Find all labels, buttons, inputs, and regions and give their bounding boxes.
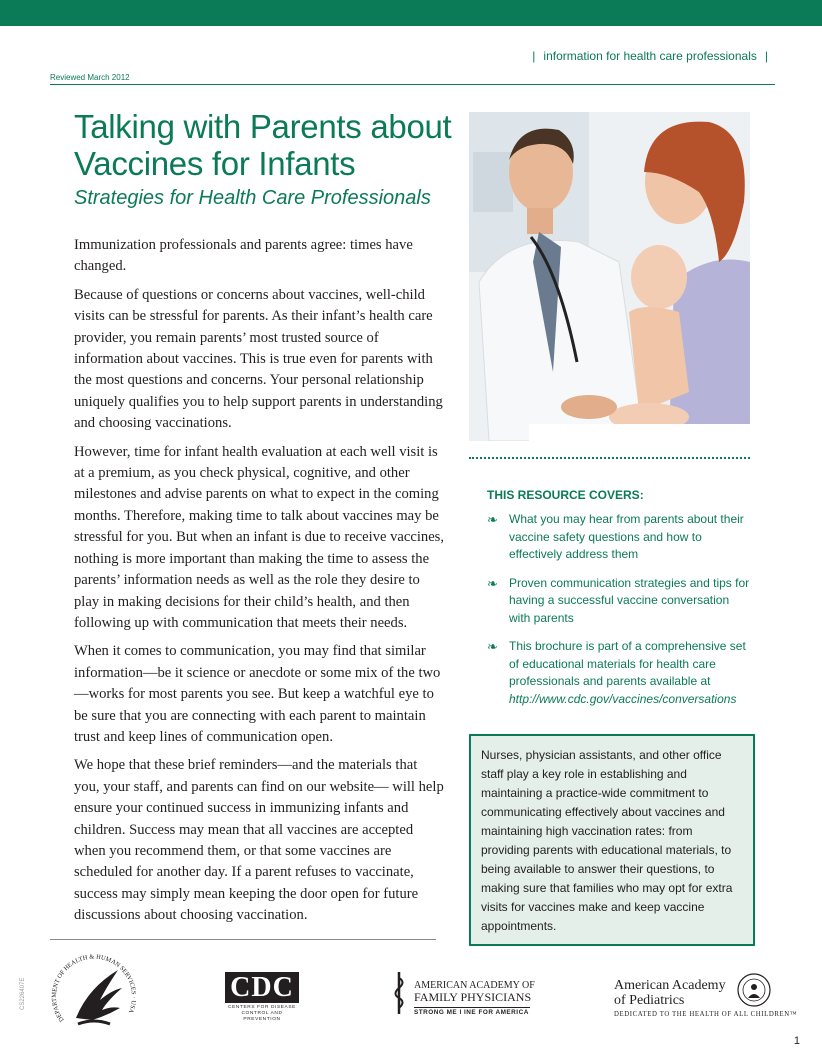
list-item bbox=[487, 638, 752, 708]
list-item-text: Proven communication strategies and tips for having a successful vaccine conversation with parents bbox=[509, 575, 750, 625]
section-divider bbox=[469, 457, 750, 459]
cdc-subtitle-1: CENTERS FOR DISEASE bbox=[228, 1005, 296, 1010]
audience-tag-text: information for health care professionals bbox=[543, 49, 757, 63]
aap-logo bbox=[614, 972, 798, 1020]
doctor-parent-infant-photo bbox=[469, 112, 750, 441]
leaf-bullet-icon: ❧ bbox=[487, 575, 498, 591]
cdc-wordmark: CDC bbox=[225, 972, 299, 1003]
covers-list bbox=[487, 511, 752, 719]
publication-code: CS226407E bbox=[20, 977, 26, 1010]
body-paragraph: However, time for infant health evaluation at each well visit is at a premium, as you check physical, cognitive, and other milestones and advise parents on what to expect in the coming months. Therefore, making time to talk about vaccines may be stressful for you. But when an infant is due to receive vaccines, nothing is more important than making the time to assess the parents’ information needs as well as the role they desire to play in making decisions for their child’s health, and then following up with communication that meets their needs. bbox=[74, 443, 445, 631]
hhs-logo bbox=[48, 948, 140, 1040]
leaf-bullet-icon: ❧ bbox=[487, 639, 498, 654]
body-paragraph: Because of questions or concerns about vaccines, well-child visits can be stressful for parents. As their infant’s health care provider, you remain parents’ most trusted source of information about vaccines. This is true even for parents with the most questions and concerns. Your personal relationship uniquely qualifies you to help support parents in understanding and choosing vaccinations. bbox=[74, 286, 443, 432]
aafp-tagline: STRONG ME I INE FOR AMERICA bbox=[414, 1009, 529, 1016]
page-title: Talking with Parents about Vaccines for Infants bbox=[74, 108, 452, 182]
cdc-logo bbox=[225, 972, 299, 1022]
page-subtitle: Strategies for Health Care Professionals bbox=[74, 187, 431, 209]
header-rule bbox=[50, 84, 775, 85]
list-item bbox=[487, 575, 752, 628]
leaf-bullet-icon: ❧ bbox=[487, 512, 498, 527]
body-paragraph: When it comes to communication, you may find that similar information—be it science or anecdote or some mix of the two—works for most parents you see. But keep a watchful eye to be sure that you are connecting with each parent to maintain trust and keep lines of communication open. bbox=[74, 643, 441, 745]
covers-heading: THIS RESOURCE COVERS: bbox=[487, 488, 644, 502]
resource-link[interactable]: http://www.cdc.gov/vaccines/conversations bbox=[509, 691, 737, 706]
aap-name-line2: of Pediatrics bbox=[614, 993, 685, 1008]
body-paragraph: We hope that these brief reminders—and the materials that you, your staff, and parents can find on our website— will help ensure your continued success in immunizing infants and children. Success may mean that all vaccines are accepted when you recommend them, or that some vaccines are scheduled for another day. If a parent refuses to vaccinate, success may simply mean keeping the door open for future discussions about choosing vaccination. bbox=[74, 757, 444, 924]
aafp-logo bbox=[390, 970, 540, 1018]
photo-illustration bbox=[469, 112, 750, 441]
body-copy bbox=[74, 235, 444, 934]
body-paragraph: Immunization professionals and parents agree: times have changed. bbox=[74, 237, 413, 275]
list-item-text: This brochure is part of a comprehensive set of educational materials for health care professionals and parents available at bbox=[509, 639, 746, 688]
audience-tag bbox=[524, 49, 776, 63]
aap-tagline: DEDICATED TO THE HEALTH OF ALL CHILDREN™ bbox=[614, 1011, 798, 1018]
divider: | bbox=[532, 49, 536, 63]
caduceus-icon bbox=[390, 970, 408, 1016]
page-number: 1 bbox=[793, 1035, 800, 1047]
list-item bbox=[487, 511, 752, 564]
footer-rule bbox=[50, 939, 436, 940]
hhs-eagle-icon bbox=[48, 948, 140, 1040]
aafp-name-line2: FAMILY PHYSICIANS bbox=[414, 990, 532, 1004]
hhs-seal-text: DEPARTMENT OF HEALTH & HUMAN SERVICES · USA bbox=[50, 953, 138, 1023]
staff-callout-box: Nurses, physician assistants, and other office staff play a key role in establishing and maintaining a practice-wide commitment to communicating effectively about vaccines and maintaining high vaccination rates: from providing parents with educational materials, to being available to answer their questions, to making sure that families who may opt for extra visits for vaccines make and keep vaccine appointments. bbox=[469, 734, 755, 946]
cdc-subtitle-2: CONTROL AND PREVENTION bbox=[241, 1011, 283, 1022]
aap-name-line1: American Academy bbox=[614, 978, 726, 993]
divider: | bbox=[764, 49, 768, 63]
list-item-text: What you may hear from parents about their vaccine safety questions and how to effectively address them bbox=[509, 512, 744, 561]
top-color-bar bbox=[0, 0, 822, 26]
reviewed-date: Reviewed March 2012 bbox=[50, 73, 130, 82]
aafp-rule bbox=[414, 1007, 530, 1008]
aafp-name-line1: AMERICAN ACADEMY OF bbox=[414, 980, 535, 991]
aap-seal-icon bbox=[736, 972, 772, 1008]
